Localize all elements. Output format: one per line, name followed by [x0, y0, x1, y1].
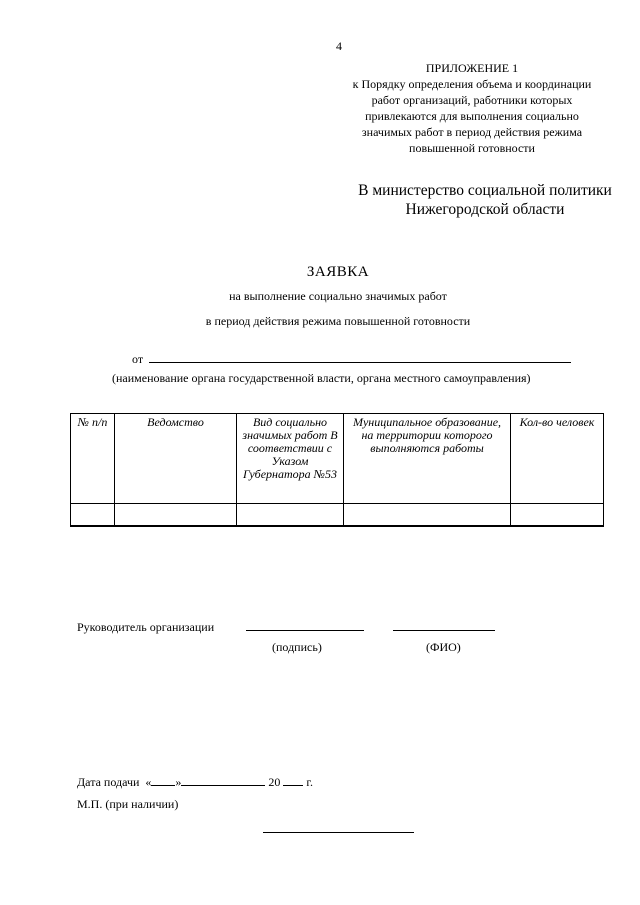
- year-suffix: г.: [306, 775, 313, 789]
- header-number: № п/п: [71, 414, 115, 504]
- table-cell[interactable]: [344, 504, 511, 526]
- bottom-signature-line[interactable]: [263, 832, 414, 833]
- appendix-line: к Порядку определения объема и координации: [352, 77, 592, 91]
- appendix-block: [322, 60, 622, 156]
- document-title: ЗАЯВКА: [306, 264, 370, 280]
- table-cell[interactable]: [71, 504, 115, 526]
- header-work-type: Вид социально значимых работ В соответствии с Указом Губернатора №53: [237, 414, 344, 504]
- appendix-line: привлекаются для выполнения социально: [365, 109, 579, 123]
- appendix-line: работ организаций, работники которых: [371, 93, 573, 107]
- addressee-line-2: Нижегородской области: [405, 201, 565, 218]
- table-header-row: [71, 414, 604, 504]
- header-people-count: Кол-во человек: [511, 414, 604, 504]
- table-cell[interactable]: [237, 504, 344, 526]
- date-open-quote: «: [145, 775, 152, 789]
- appendix-line: повышенной готовности: [409, 141, 535, 155]
- month-field[interactable]: [181, 775, 265, 786]
- addressee-block: [330, 181, 640, 219]
- signature-caption: (подпись): [272, 640, 322, 654]
- request-table: [70, 413, 604, 527]
- page-number: 4: [336, 39, 342, 53]
- header-municipality: Муниципальное образование, на территории которого выполняются работы: [344, 414, 511, 504]
- table-cell[interactable]: [511, 504, 604, 526]
- from-row: [132, 352, 571, 367]
- stamp-label: М.П. (при наличии): [77, 797, 179, 811]
- name-field[interactable]: [393, 630, 495, 631]
- signature-field[interactable]: [246, 630, 364, 631]
- subtitle-line-1: на выполнение социально значимых работ: [229, 289, 447, 303]
- from-label: от: [132, 352, 144, 366]
- from-organization-field[interactable]: [149, 352, 571, 363]
- year-field[interactable]: [283, 775, 303, 786]
- date-close-quote: »: [175, 775, 182, 789]
- appendix-line: значимых работ в период действия режима: [361, 125, 583, 139]
- table-cell[interactable]: [115, 504, 237, 526]
- subtitle-line-2: в период действия режима повышенной готовности: [205, 314, 471, 328]
- name-caption: (ФИО): [426, 640, 461, 654]
- year-prefix: 20: [268, 775, 281, 789]
- table-row: [71, 504, 604, 526]
- header-department: Ведомство: [115, 414, 237, 504]
- day-field[interactable]: [151, 775, 175, 786]
- addressee-line-1: В министерство социальной политики: [358, 182, 612, 199]
- signature-label: Руководитель организации: [77, 620, 215, 634]
- date-row: [77, 775, 313, 790]
- date-label: Дата подачи: [77, 775, 140, 789]
- from-caption: (наименование органа государственной власти, органа местного самоуправления): [112, 371, 531, 385]
- appendix-title: ПРИЛОЖЕНИЕ 1: [425, 61, 519, 75]
